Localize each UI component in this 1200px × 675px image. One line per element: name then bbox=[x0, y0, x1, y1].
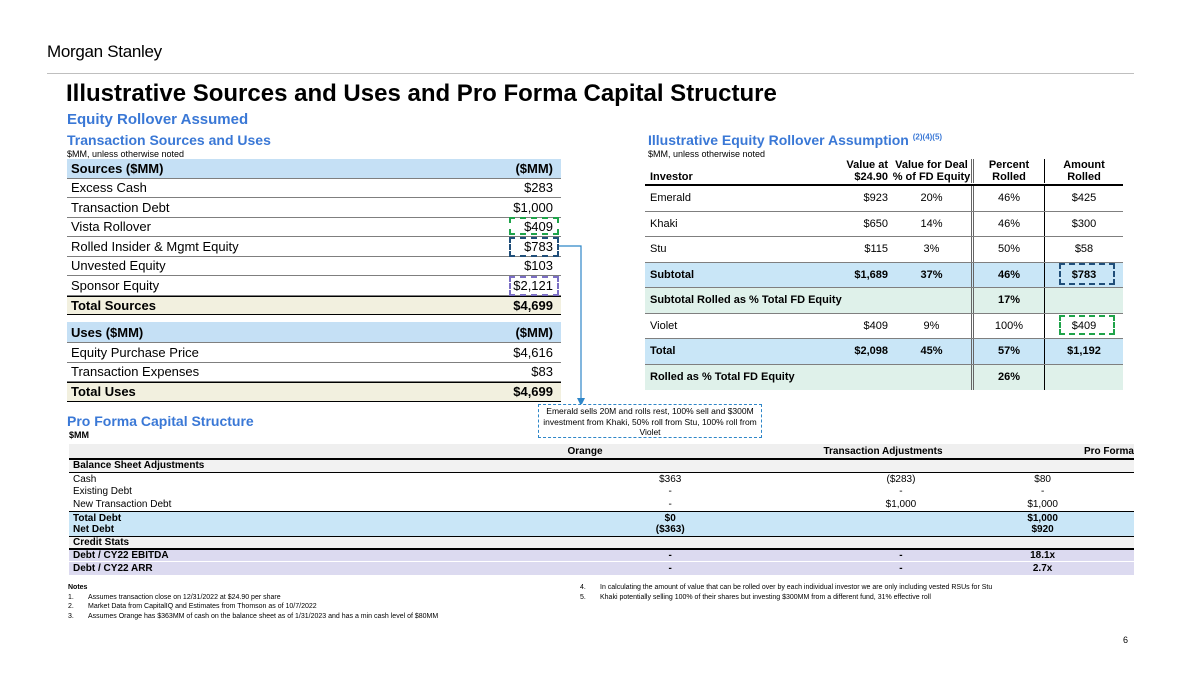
vista-rollover-highlight bbox=[509, 217, 559, 235]
table-row bbox=[67, 179, 561, 199]
col-adjustments: Transaction Adjustments bbox=[823, 445, 943, 457]
section-balance-sheet: Balance Sheet Adjustments bbox=[69, 460, 1134, 473]
sponsor-equity-highlight bbox=[509, 276, 559, 296]
table-row bbox=[67, 363, 561, 383]
sources-header-label: Sources ($MM) bbox=[71, 160, 164, 176]
row-label: Unvested Equity bbox=[71, 258, 166, 274]
rollover-table bbox=[645, 159, 1123, 390]
table-row: Existing Debt - - - bbox=[73, 486, 1045, 498]
table-row: Cash $363 ($283) $80 bbox=[73, 473, 1051, 485]
note-item: 4. In calculating the amount of value that can be rolled over by each individual investor we are only including vested RSUs for Stu bbox=[580, 584, 993, 591]
sources-table bbox=[67, 159, 561, 315]
table-row: Stu $115 3% 50% $58 bbox=[645, 237, 1123, 263]
table-row: Violet $409 9% 100% $409 bbox=[645, 314, 1123, 340]
pro-forma-note: $MM bbox=[69, 430, 89, 440]
table-row bbox=[67, 276, 561, 296]
section-credit-stats: Credit Stats bbox=[69, 537, 1134, 550]
rollover-heading bbox=[648, 132, 942, 148]
col-orange: Orange bbox=[567, 445, 603, 457]
sources-uses-note: $MM, unless otherwise noted bbox=[67, 149, 185, 159]
notes-heading: Notes bbox=[68, 584, 88, 591]
pro-forma-table bbox=[69, 444, 1134, 575]
rollover-header-row bbox=[645, 159, 1123, 186]
arr-row: Debt / CY22 ARR - - 2.7x bbox=[69, 562, 1134, 575]
row-value: $83 bbox=[531, 364, 553, 380]
table-row bbox=[67, 257, 561, 277]
note-item: 5. Khaki potentially selling 100% of their shares but investing $300MM from a different fund, 31% effective roll bbox=[580, 593, 931, 601]
rollover-callout: Emerald sells 20M and rolls rest, 100% sell and $300M investment from Khaki, 50% roll from Stu, 100% roll from Violet bbox=[538, 404, 762, 438]
sources-header-unit: ($MM) bbox=[515, 160, 553, 176]
note-item: 1. Assumes transaction close on 12/31/2022 at $24.90 per share bbox=[68, 593, 281, 601]
pro-forma-header-row bbox=[69, 444, 1134, 460]
ebitda-row: Debt / CY22 EBITDA - - 18.1x bbox=[69, 550, 1134, 563]
note-item: 3. Assumes Orange has $363MM of cash on the balance sheet as of 1/31/2023 and has a min cash level of $80MM bbox=[68, 612, 439, 620]
uses-table bbox=[67, 322, 561, 402]
pro-forma-heading: Pro Forma Capital Structure bbox=[67, 413, 254, 429]
row-label: Transaction Debt bbox=[71, 199, 170, 215]
note-item: 2. Market Data from CapitalIQ and Estimates from Thomson as of 10/7/2022 bbox=[68, 603, 317, 610]
col-pct-rolled: Percent Rolled bbox=[974, 159, 1045, 183]
rolled-total-row: Rolled as % Total FD Equity 26% bbox=[645, 365, 1123, 391]
uses-total-row bbox=[67, 382, 561, 402]
col-value: Value at $24.90 bbox=[846, 159, 888, 183]
net-debt-row: Net Debt ($363) $920 bbox=[69, 524, 1134, 537]
row-value: $409 bbox=[524, 219, 553, 235]
header-divider bbox=[47, 73, 1134, 74]
row-value: $1,000 bbox=[513, 199, 553, 215]
table-row: New Transaction Debt - $1,000 $1,000 bbox=[73, 499, 1058, 511]
row-value: $103 bbox=[524, 258, 553, 274]
uses-total-label: Total Uses bbox=[71, 384, 136, 400]
subtotal-amount-highlight bbox=[1059, 263, 1115, 285]
table-row bbox=[67, 198, 561, 218]
sources-uses-heading: Transaction Sources and Uses bbox=[67, 132, 271, 148]
notes-right bbox=[580, 583, 992, 602]
page-subtitle: Equity Rollover Assumed bbox=[67, 111, 249, 128]
subtotal-row: Subtotal $1,689 37% 46% $783 bbox=[645, 263, 1123, 289]
table-row: Emerald $923 20% 46% $425 bbox=[645, 186, 1123, 212]
uses-header-unit: ($MM) bbox=[515, 324, 553, 340]
page-title: Illustrative Sources and Uses and Pro Forma Capital Structure bbox=[66, 80, 777, 107]
row-label: Rolled Insider & Mgmt Equity bbox=[71, 238, 239, 254]
total-debt-row: Total Debt $0 $1,000 bbox=[69, 511, 1134, 524]
sources-total-label: Total Sources bbox=[71, 297, 157, 313]
sources-header-row bbox=[67, 159, 561, 179]
row-value: $4,616 bbox=[513, 344, 553, 360]
table-row bbox=[67, 237, 561, 257]
company-logo: Morgan Stanley bbox=[47, 42, 162, 61]
rollover-heading-footnotes: (2)(4)(5) bbox=[912, 132, 943, 142]
rollover-note: $MM, unless otherwise noted bbox=[648, 149, 766, 159]
page-number: 6 bbox=[1122, 635, 1128, 645]
violet-amount-highlight bbox=[1059, 315, 1115, 335]
connector-arrow bbox=[555, 240, 595, 408]
rolled-equity-highlight bbox=[509, 237, 559, 257]
rollover-heading-text: Illustrative Equity Rollover Assumption bbox=[648, 132, 909, 148]
row-value: $283 bbox=[524, 180, 553, 196]
row-value: $783 bbox=[524, 238, 553, 254]
sources-total-value: $4,699 bbox=[513, 297, 553, 313]
row-label: Sponsor Equity bbox=[71, 277, 160, 293]
table-row bbox=[67, 218, 561, 238]
row-label: Vista Rollover bbox=[71, 219, 151, 235]
col-amount-rolled: Amount Rolled bbox=[1063, 159, 1105, 183]
col-pro-forma: Pro Forma bbox=[1083, 445, 1134, 457]
uses-header-label: Uses ($MM) bbox=[71, 324, 144, 340]
subtotal-rolled-row: Subtotal Rolled as % Total FD Equity 17% bbox=[645, 288, 1123, 314]
uses-total-value: $4,699 bbox=[513, 384, 553, 400]
col-pct-fd: Value for Deal % of FD Equity bbox=[892, 159, 974, 183]
row-label: Transaction Expenses bbox=[71, 364, 200, 380]
col-investor: Investor bbox=[650, 171, 693, 183]
sources-total-row bbox=[67, 296, 561, 316]
table-row: Khaki $650 14% 46% $300 bbox=[645, 212, 1123, 238]
row-value: $2,121 bbox=[513, 277, 553, 293]
row-label: Equity Purchase Price bbox=[71, 344, 199, 360]
notes-left bbox=[68, 583, 438, 621]
total-row: Total $2,098 45% 57% $1,192 bbox=[645, 339, 1123, 365]
row-label: Excess Cash bbox=[71, 180, 147, 196]
table-row bbox=[67, 343, 561, 363]
uses-header-row bbox=[67, 322, 561, 343]
